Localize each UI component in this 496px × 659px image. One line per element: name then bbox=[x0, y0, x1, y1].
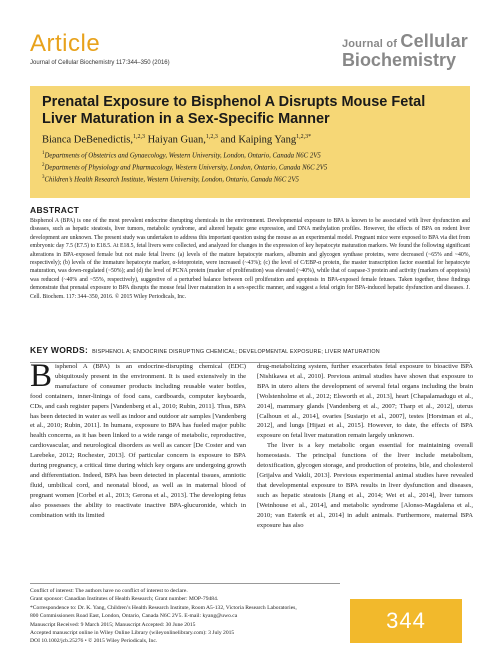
logo-word-cellular: Cellular bbox=[400, 31, 468, 51]
author-name: Bianca DeBenedictis, bbox=[42, 134, 133, 146]
article-title: Prenatal Exposure to Bisphenol A Disrupts Mouse Fetal Liver Maturation in a Sex-Specific Manner bbox=[42, 94, 426, 127]
affiliation: $^2$Departments of Physiology and Pharmacology, Western University, London, Ontario, Canada N6C 2V5 bbox=[42, 162, 328, 172]
author-name: and Kaiping Yang bbox=[220, 134, 297, 146]
logo-prefix: Journal of bbox=[341, 38, 398, 50]
logo-word-biochemistry: Biochemistry bbox=[341, 50, 456, 70]
affiliation: $^3$Children’s Health Research Institute, Western University, London, Ontario, Canada N6C 2V5 bbox=[42, 175, 299, 184]
footnote-line: Accepted manuscript online in Wiley Online Library (wileyonlinelibrary.com): 3 July 2015 bbox=[30, 630, 235, 637]
body-paragraph: The liver is a key metabolic organ essential for maintaining overall homeostasis. The principal functions of the liver include metabolism, detoxification, glycogen storage, and production of proteins, bile, and cholesterol [Grijalva and Vakili, 2013]. Previous experimental animal studies have revealed that developmental exposure to BPA results in liver dysfunction and diseases, such as hepatic steatosis [Jiang et al., 2014; Wei et al., 2014], liver tumors [Weinhouse et al., 2014], and metabolic syndrome [Alonso-Magdalena et al., 2010; van Esterik et al., 2014] in adult animals. Furthermore, maternal BPA exposure has also bbox=[257, 442, 473, 529]
author-affil-sup: 1,2,3 bbox=[132, 134, 145, 140]
title-block bbox=[30, 86, 470, 198]
footnotes bbox=[30, 583, 340, 646]
keywords-section bbox=[30, 340, 470, 363]
body-paragraph: drug-metabolizing system, further exacerbates fetal exposure to bioactive BPA [Nishikawa et al., 2010]. Previous animal studies have shown that exposure to BPA in utero alters the development of several fetal organs including the brain [Wolstenholme et al., 2012; Elsworth et al., 2013], heart [Chapalamadugu et al., 2014], mammary glands [Vandenberg et al., 2007; Tharp et al., 2012], uterus [Calhoun et al., 2014], ovaries [Susiarjo et al., 2007], testes [Horstman et al., 2012], and lungs [Hijazi et al., 2015]. However, to date, the effects of BPA exposure on fetal liver maturation remain largely unknown. bbox=[257, 363, 473, 440]
article-label: Article bbox=[30, 30, 101, 57]
journal-header bbox=[30, 30, 470, 74]
footnote-line: Conflict of interest: The authors have no conflict of interest to declare. bbox=[30, 588, 188, 594]
affiliations bbox=[42, 149, 458, 186]
footnote-line: Manuscript Received: 9 March 2015; Manuscript Accepted: 30 June 2015 bbox=[30, 621, 196, 628]
journal-citation: Journal of Cellular Biochemistry 117:344–350 (2016) bbox=[30, 60, 170, 66]
keywords-heading: KEY WORDS: bbox=[30, 345, 89, 355]
body-column-left bbox=[30, 358, 246, 521]
author-affil-sup: 1,2,3 bbox=[205, 134, 218, 140]
author-name: Haiyan Guan, bbox=[147, 134, 206, 146]
keywords-text: BISPHENOL A; ENDOCRINE DISRUPTING CHEMICAL; DEVELOPMENTAL EXPOSURE; LIVER MATURATION bbox=[92, 349, 380, 355]
abstract-heading: ABSTRACT bbox=[30, 205, 80, 215]
body-column-right bbox=[257, 362, 473, 530]
page-number: 344 bbox=[350, 599, 462, 643]
footnote-line: *Correspondence to: Dr. K. Yang, Children’s Health Research Institute, Room A5-132, Victoria Research Laboratories, bbox=[30, 604, 297, 611]
abstract-section bbox=[30, 205, 470, 301]
abstract-text: Bisphenol A (BPA) is one of the most prevalent endocrine disrupting chemicals in the environment. Developmental exposure to BPA is known to be associated with liver dysfunction and diseases, such as hepatic steatosis, liver tumors, metabolic syndrome, and altered hepatic gene expression, and DNA methylation profiles. However, the effects of BPA on rodent liver development are unknown. The present study was undertaken to address this important question using the mouse as an experimental model. Pregnant mice were exposed to BPA via diet from embryonic day 7.5 (E7.5) to E18.5. At E18.5, fetal livers were collected, and analyzed for changes in the expression of key hepatocyte maturation markers. We found the following significant alterations in BPA-exposed female but not male fetal livers: (a) levels of the mature hepatocyte markers, albumin and glycogen synthase proteins, were decreased (~65% and ~40%, respectively); (b) levels of the immature hepatocyte marker, α-fetoprotein, were increased (~43%); (c) the level of C/EBP-α protein, the master transcription factor essential for hepatocyte maturation, was down-regulated (~50%); and (d) the level of PCNA protein (marker of proliferation) was elevated (~40%), while that of caspase-3 protein and activity (markers of apoptosis) was reduced (~40% and ~55%, respectively), suggestive of a perturbed balance between cell proliferation and apoptosis in BPA-exposed female fetuses. Taken together, these findings demonstrate that prenatal exposure to BPA disrupts the mouse fetal liver maturation in a sex-specific manner, and suggest a fetal origin for BPA-induced hepatic dysfunction and diseases. J. Cell. Biochem. 117: 344–350, 2016. © 2015 Wiley Periodicals, Inc. bbox=[30, 218, 470, 300]
drop-cap: B bbox=[30, 358, 53, 394]
affiliation: $^1$Departments of Obstetrics and Gynaecology, Western University, London, Ontario, Canada N6C 2V5 bbox=[42, 150, 321, 159]
footnote-line: Grant sponsor: Canadian Institutes of Health Research; Grant number: MOP-79484. bbox=[30, 596, 219, 603]
journal-logo bbox=[342, 32, 468, 69]
body-paragraph: Bisphenol A (BPA) is an endocrine-disrupting chemical (EDC) ubiquitously present in the environment. It is used extensively in the manufacture of consumer products including reusable water bottles, food containers, inner-linings of food cans, cardboards, computer keyboards, CDs, and cash register papers [Vandenberg et al., 2010; Rubin, 2011]. Thus, BPA has been detected in water as well as indoor and outdoor air samples [Vandenberg et al., 2010; Rubin, 2011]. In humans, exposure to BPA has fueled major public health concerns, as it has been linked to a wide range of metabolic, reproductive, cardiovascular, and neurological disorders as well as cancer [De Coster and van Larebeke, 2012; Rochester, 2013]. Of particular concern is exposure to BPA during pregnancy, a critical time during which key organs are undergoing growth and differentiation. Indeed, BPA has been detected in placental tissues, amniotic fluid, umbilical cord, and neonatal blood, as well as in maternal blood of pregnant women [Corbel et al., 2013; Gerona et al., 2013]. The developing fetus also possesses the ability to reactivate inactive BPA-glucuronide, which in combination with its limited bbox=[30, 358, 246, 519]
footnote-line: DOI 10.1002/jcb.25276 • © 2015 Wiley Periodicals, Inc. bbox=[30, 638, 158, 645]
footnote-line: 800 Commissioners Road East, London, Ontario, Canada N6C 2V5. E-mail: kyang@uwo.ca bbox=[30, 613, 238, 620]
author-affil-sup: 1,2,3* bbox=[296, 134, 312, 140]
author-list bbox=[42, 134, 458, 146]
